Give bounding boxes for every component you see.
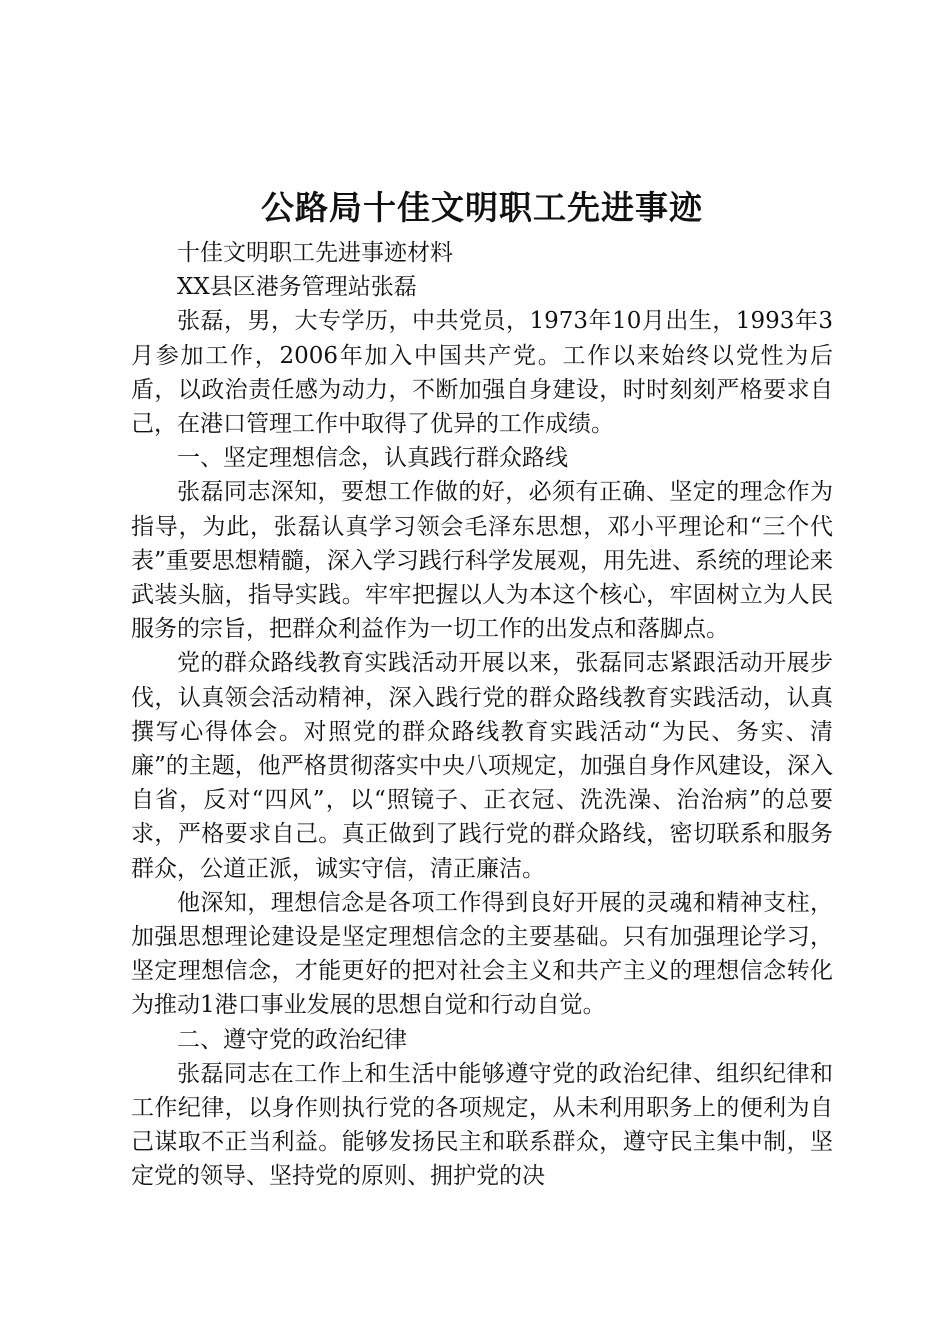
document-body	[131, 236, 833, 1194]
body-paragraph: 党的群众路线教育实践活动开展以来，张磊同志紧跟活动开展步伐，认真领会活动精神，深入践行党的群众路线教育实践活动，认真撰写心得体会。对照党的群众路线教育实践活动“为民、务实、清廉”的主题，他严格贯彻落实中央八项规定，加强自身作风建设，深入自省，反对“四风”，以“照镜子、正衣冠、洗洗澡、治治病”的总要求，严格要求自己。真正做到了践行党的群众路线，密切联系和服务群众，公道正派，诚实守信，清正廉洁。	[131, 650, 833, 882]
section-heading-1: 一、坚定理想信念，认真践行群众路线	[177, 445, 568, 472]
intro-paragraph: 张磊，男，大专学历，中共党员，1973年10月出生，1993年3月参加工作，2006年加入中国共产党。工作以来始终以党性为后盾，以政治责任感为动力，不断加强自身建设，时时刻刻严格要求自己，在港口管理工作中取得了优异的工作成绩。	[131, 308, 833, 438]
body-paragraph: 他深知，理想信念是各项工作得到良好开展的灵魂和精神支柱，加强思想理论建设是坚定理想信念的主要基础。只有加强理论学习，坚定理想信念，才能更好的把对社会主义和共产主义的理想信念转化为推动1港口事业发展的思想自觉和行动自觉。	[131, 889, 833, 1019]
body-paragraph: 张磊同志在工作上和生活中能够遵守党的政治纪律、组织纪律和工作纪律，以身作则执行党的各项规定，从未利用职务上的便利为自己谋取不正当利益。能够发扬民主和联系群众，遵守民主集中制，坚定党的领导、坚持党的原则、拥护党的决	[131, 1060, 833, 1190]
author-line: XX县区港务管理站张磊	[177, 274, 417, 301]
body-paragraph: 张磊同志深知，要想工作做的好，必须有正确、坚定的理念作为指导，为此，张磊认真学习领会毛泽东思想，邓小平理论和“三个代表”重要思想精髓，深入学习践行科学发展观，用先进、系统的理论来武装头脑，指导实践。牢牢把握以人为本这个核心，牢固树立为人民服务的宗旨，把群众利益作为一切工作的出发点和落脚点。	[131, 479, 833, 643]
subtitle-line: 十佳文明职工先进事迹材料	[177, 240, 453, 266]
document-title: 公路局十佳文明职工先进事迹	[261, 188, 703, 227]
section-heading-2: 二、遵守党的政治纪律	[177, 1026, 407, 1053]
